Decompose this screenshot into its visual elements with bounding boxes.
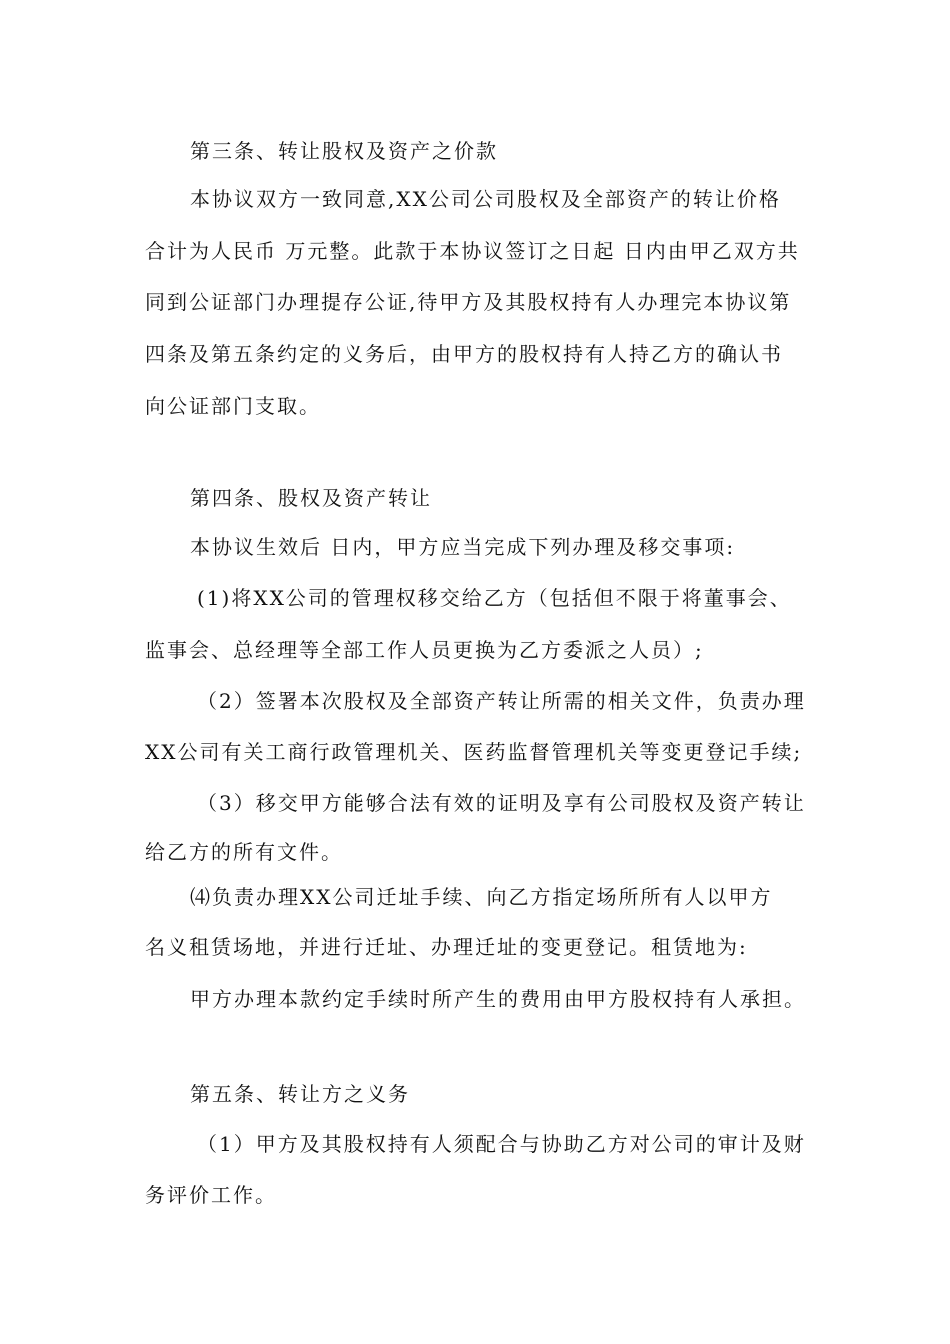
section-4-line-3: 监事会、总经理等全部工作人员更换为乙方委派之人员）; <box>145 638 704 662</box>
section-4-line-4: （2）签署本次股权及全部资产转让所需的相关文件，负责办理 <box>197 689 806 713</box>
section-3-heading: 第三条、转让股权及资产之价款 <box>190 139 498 163</box>
section-4-line-6: （3）移交甲方能够合法有效的证明及享有公司股权及资产转让 <box>197 791 806 815</box>
section-3-line-2: 合计为人民币 万元整。此款于本协议签订之日起 日内由甲乙双方共 <box>145 239 800 263</box>
section-5-heading: 第五条、转让方之义务 <box>190 1082 410 1106</box>
section-4-line-2: (1)将XX公司的管理权移交给乙方（包括但不限于将董事会、 <box>197 586 792 610</box>
section-3-line-5: 向公证部门支取。 <box>145 394 321 418</box>
section-5-line-2: 务评价工作。 <box>145 1183 277 1207</box>
section-3-line-1: 本协议双方一致同意,XX公司公司股权及全部资产的转让价格 <box>190 187 781 211</box>
section-4-line-8: ⑷负责办理XX公司迁址手续、向乙方指定场所所有人以甲方 <box>190 885 773 909</box>
section-4-line-5: XX公司有关工商行政管理机关、医药监督管理机关等变更登记手续; <box>145 740 803 764</box>
section-4-line-10: 甲方办理本款约定手续时所产生的费用由甲方股权持有人承担。 <box>190 987 806 1011</box>
section-5-line-1: （1）甲方及其股权持有人须配合与协助乙方对公司的审计及财 <box>197 1132 806 1156</box>
section-4-line-7: 给乙方的所有文件。 <box>145 840 343 864</box>
section-4-line-1: 本协议生效后 日内，甲方应当完成下列办理及移交事项: <box>190 535 736 559</box>
section-3-line-3: 同到公证部门办理提存公证,待甲方及其股权持有人办理完本协议第 <box>145 290 792 314</box>
section-3-line-4: 四条及第五条约定的义务后，由甲方的股权持有人持乙方的确认书 <box>145 342 783 366</box>
section-4-heading: 第四条、股权及资产转让 <box>190 486 432 510</box>
section-4-line-9: 名义租赁场地，并进行迁址、办理迁址的变更登记。租赁地为: <box>145 935 748 959</box>
